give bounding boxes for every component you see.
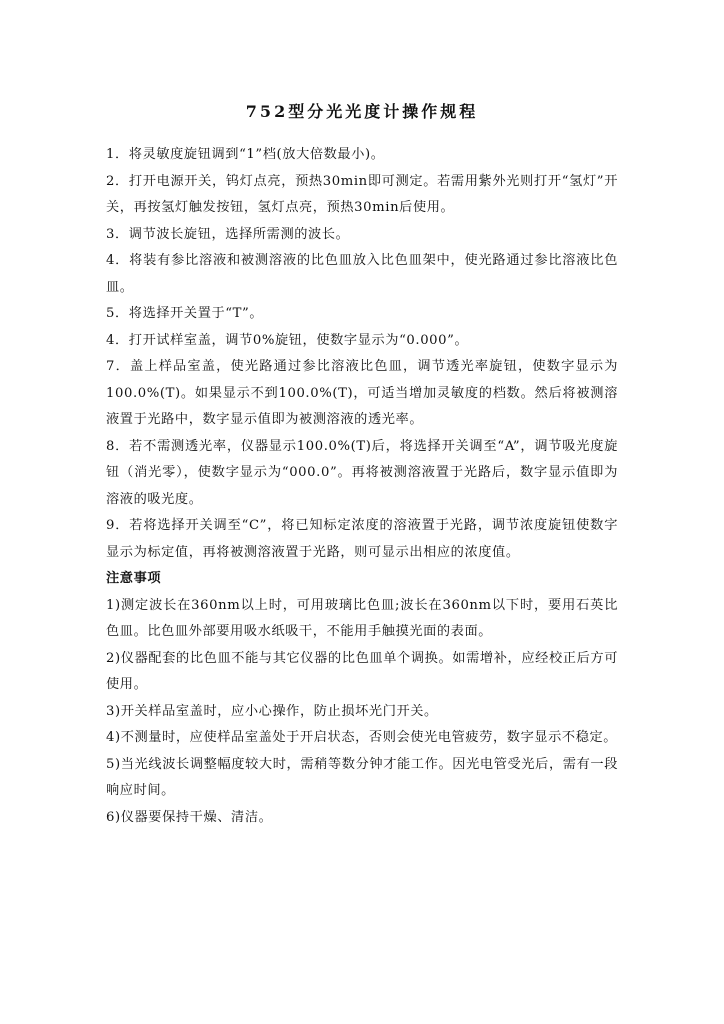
note-5: 5)当光线波长调整幅度较大时，需稍等数分钟才能工作。因光电管受光后，需有一段响应时间。 bbox=[106, 756, 618, 798]
step-8: 8．若不需测透光率，仪器显示100.0%(T)后，将选择开关调至“A”，调节吸光度旋钮（消光零），使数字显示为“000.0”。再将被测溶液置于光路后，数字显示值即为溶液的吸光度。 bbox=[106, 438, 618, 507]
note-1: 1)测定波长在360nm以上时，可用玻璃比色皿;波长在360nm以下时，要用石英比色皿。比色皿外部要用吸水纸吸干，不能用手触摸光面的表面。 bbox=[106, 597, 618, 639]
step-6: 4．打开试样室盖，调节0%旋钮，使数字显示为“0.000”。 bbox=[106, 332, 469, 348]
note-6: 6)仪器要保持干燥、清洁。 bbox=[106, 809, 273, 825]
notes-heading: 注意事项 bbox=[106, 571, 162, 586]
step-2: 2．打开电源开关，钨灯点亮，预热30min即可测定。若需用紫外光则打开“氢灯”开关，再按氢灯触发按钮，氢灯点亮，预热30min后使用。 bbox=[106, 173, 618, 215]
procedure-steps bbox=[106, 142, 618, 566]
step-3: 3．调节波长旋钮，选择所需测的波长。 bbox=[106, 226, 350, 242]
note-3: 3)开关样品室盖时，应小心操作，防止损坏光门开关。 bbox=[106, 703, 438, 719]
notes-list bbox=[106, 593, 618, 832]
step-1: 1．将灵敏度旋钮调到“1”档(放大倍数最小)。 bbox=[106, 147, 385, 162]
step-9: 9．若将选择开关调至“C”，将已知标定浓度的溶液置于光路，调节浓度旋钮使数字显示为标定值，再将被测溶液置于光路，则可显示出相应的浓度值。 bbox=[106, 518, 618, 560]
note-2: 2)仪器配套的比色皿不能与其它仪器的比色皿单个调换。如需增补，应经校正后方可使用。 bbox=[106, 650, 618, 692]
document-title: 752型分光光度计操作规程 bbox=[245, 102, 479, 121]
step-5: 5．将选择开关置于“T”。 bbox=[106, 306, 264, 321]
step-4: 4．将装有参比溶液和被测溶液的比色皿放入比色皿架中，使光路通过参比溶液比色皿。 bbox=[106, 253, 618, 295]
note-4: 4)不测量时，应使样品室盖处于开启状态，否则会使光电管疲劳，数字显示不稳定。 bbox=[106, 730, 618, 745]
step-7: 7．盖上样品室盖，使光路通过参比溶液比色皿，调节透光率旋钮，使数字显示为100.0%(T)。如果显示不到100.0%(T)，可适当增加灵敏度的档数。然后将被测溶液置于光路中，数字显示值即为被测溶液的透光率。 bbox=[106, 359, 618, 427]
